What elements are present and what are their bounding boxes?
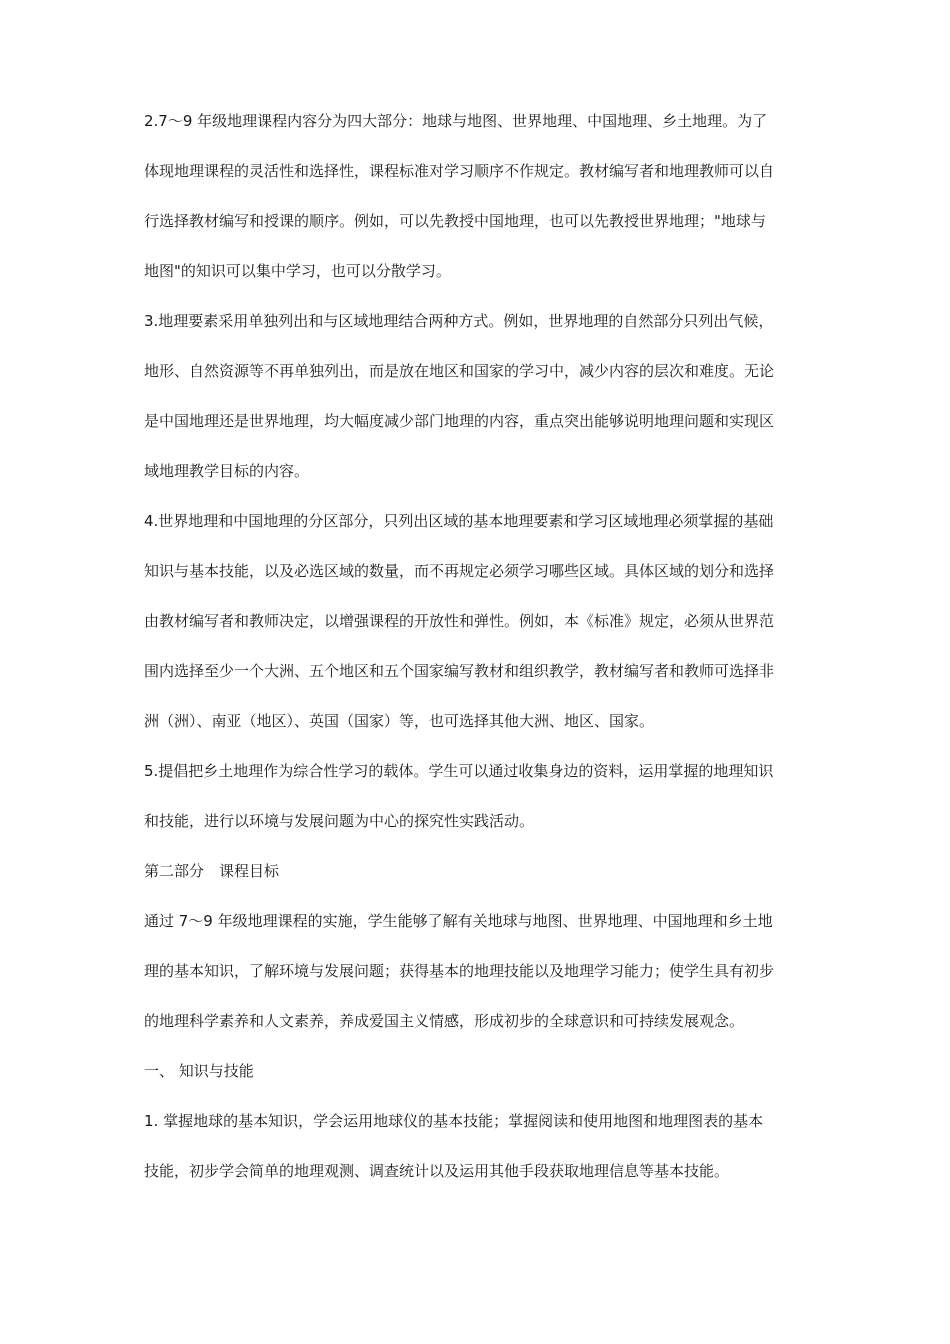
text-line: 围内选择至少一个大洲、五个地区和五个国家编写教材和组织教学，教材编写者和教师可选择非 [144, 662, 775, 680]
section-heading: 第二部分 课程目标 [144, 862, 280, 880]
text-line: 3.地理要素采用单独列出和与区域地理结合两种方式。例如，世界地理的自然部分只列出气候， [144, 312, 774, 330]
text-line: 4.世界地理和中国地理的分区部分，只列出区域的基本地理要素和学习区域地理必须掌握的基础 [144, 512, 774, 530]
text-line: 由教材编写者和教师决定，以增强课程的开放性和弹性。例如，本《标准》规定，必须从世界范 [144, 612, 775, 630]
text-line: 和技能，进行以环境与发展问题为中心的探究性实践活动。 [144, 812, 535, 830]
text-line: 域地理教学目标的内容。 [144, 462, 310, 480]
text-line: 2.7～9 年级地理课程内容分为四大部分：地球与地图、世界地理、中国地理、乡土地理。为了 [144, 112, 768, 130]
text-line: 理的基本知识，了解环境与发展问题；获得基本的地理技能以及地理学习能力；使学生具有初步 [144, 962, 775, 980]
text-line: 技能，初步学会简单的地理观测、调查统计以及运用其他手段获取地理信息等基本技能。 [144, 1162, 730, 1180]
text-line: 体现地理课程的灵活性和选择性，课程标准对学习顺序不作规定。教材编写者和地理教师可以自 [144, 162, 775, 180]
text-line: 行选择教材编写和授课的顺序。例如，可以先教授中国地理，也可以先教授世界地理；"地球与 [144, 212, 766, 230]
text-line: 地形、自然资源等不再单独列出，而是放在地区和国家的学习中，减少内容的层次和难度。无论 [144, 362, 775, 380]
text-line: 地图"的知识可以集中学习，也可以分散学习。 [144, 262, 451, 280]
text-line: 是中国地理还是世界地理，均大幅度减少部门地理的内容，重点突出能够说明地理问题和实现区 [144, 412, 775, 430]
text-line: 洲（洲）、南亚（地区）、英国（国家）等，也可选择其他大洲、地区、国家。 [144, 712, 655, 730]
text-line: 的地理科学素养和人文素养，养成爱国主义情感，形成初步的全球意识和可持续发展观念。 [144, 1012, 745, 1030]
text-line: 1. 掌握地球的基本知识，学会运用地球仪的基本技能；掌握阅读和使用地图和地理图表的基本 [144, 1112, 764, 1130]
subsection-heading: 一、 知识与技能 [144, 1062, 254, 1080]
text-line: 5.提倡把乡土地理作为综合性学习的载体。学生可以通过收集身边的资料，运用掌握的地理知识 [144, 762, 774, 780]
text-line: 知识与基本技能，以及必选区域的数量，而不再规定必须学习哪些区域。具体区域的划分和选择 [144, 562, 775, 580]
text-line: 通过 7～9 年级地理课程的实施，学生能够了解有关地球与地图、世界地理、中国地理和乡土地 [144, 912, 773, 930]
